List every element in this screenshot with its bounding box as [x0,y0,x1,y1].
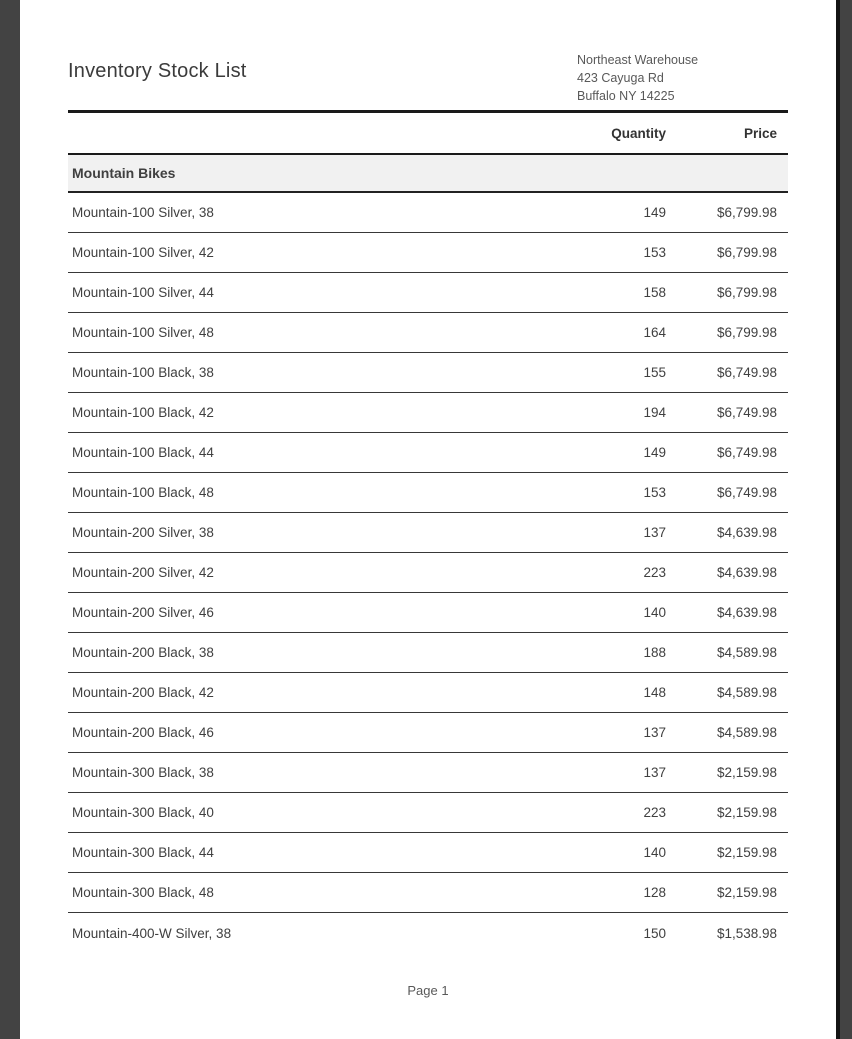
price-value: $4,639.98 [716,605,777,620]
price-value: $6,799.98 [716,205,777,220]
price-value: $2,159.98 [716,845,777,860]
table-row [68,553,788,593]
product-name: Mountain-300 Black, 38 [72,765,214,780]
price-value: $6,749.98 [716,405,777,420]
warehouse-city: Buffalo NY 14225 [577,89,675,103]
warehouse-street: 423 Cayuga Rd [577,71,664,85]
quantity-value: 164 [643,325,666,340]
report-page [20,0,840,1039]
column-header-quantity: Quantity [611,125,666,141]
table-row [68,353,788,393]
price-value: $4,589.98 [716,685,777,700]
quantity-value: 149 [643,205,666,220]
table-row [68,513,788,553]
table-column-headers [68,113,788,155]
price-value: $2,159.98 [716,885,777,900]
product-name: Mountain-200 Silver, 46 [72,605,214,620]
product-name: Mountain-200 Silver, 38 [72,525,214,540]
table-row [68,393,788,433]
product-name: Mountain-400-W Silver, 38 [72,925,232,941]
table-row [68,473,788,513]
column-header-price: Price [743,125,777,141]
table-row [68,753,788,793]
quantity-value: 137 [643,725,666,740]
price-value: $6,749.98 [716,365,777,380]
quantity-value: 140 [643,845,666,860]
product-name: Mountain-300 Black, 48 [72,885,214,900]
quantity-value: 137 [643,765,666,780]
price-value: $6,799.98 [716,245,777,260]
quantity-value: 153 [643,485,666,500]
table-row [68,793,788,833]
product-name: Mountain-100 Silver, 44 [72,285,214,300]
price-value: $4,639.98 [716,565,777,580]
section-header-label: Mountain Bikes [72,165,176,181]
price-value: $6,799.98 [716,285,777,300]
quantity-value: 194 [643,405,666,420]
product-name: Mountain-100 Black, 42 [72,405,214,420]
quantity-value: 188 [643,645,666,660]
quantity-value: 155 [643,365,666,380]
price-value: $2,159.98 [716,805,777,820]
price-value: $1,538.98 [716,925,777,941]
quantity-value: 140 [643,605,666,620]
table-row [68,233,788,273]
table-row [68,833,788,873]
price-value: $4,589.98 [716,725,777,740]
product-name: Mountain-200 Black, 42 [72,685,214,700]
table-row [68,633,788,673]
report-header [68,0,788,105]
price-value: $2,159.98 [716,765,777,780]
product-name: Mountain-100 Black, 48 [72,485,214,500]
product-name: Mountain-100 Silver, 38 [72,205,214,220]
page-title: Inventory Stock List [68,60,247,82]
table-row [68,193,788,233]
price-value: $4,589.98 [716,645,777,660]
price-value: $6,799.98 [716,325,777,340]
quantity-value: 153 [643,245,666,260]
product-name: Mountain-100 Black, 38 [72,365,214,380]
report-content [20,0,836,998]
quantity-value: 149 [643,445,666,460]
table-row [68,593,788,633]
table-body [68,193,788,953]
product-name: Mountain-100 Black, 44 [72,445,214,460]
table-row [68,313,788,353]
quantity-value: 223 [643,805,666,820]
price-value: $6,749.98 [716,485,777,500]
quantity-value: 128 [643,885,666,900]
page-number: Page 1 [407,983,449,998]
product-name: Mountain-200 Black, 46 [72,725,214,740]
table-row [68,713,788,753]
table-row [68,673,788,713]
quantity-value: 150 [643,925,666,941]
warehouse-name: Northeast Warehouse [577,53,699,67]
product-name: Mountain-100 Silver, 42 [72,245,214,260]
table-row [68,273,788,313]
section-header-mountain-bikes [68,155,788,193]
quantity-value: 148 [643,685,666,700]
product-name: Mountain-200 Black, 38 [72,645,214,660]
quantity-value: 223 [643,565,666,580]
product-name: Mountain-300 Black, 40 [72,805,214,820]
price-value: $4,639.98 [716,525,777,540]
table-row [68,913,788,953]
product-name: Mountain-100 Silver, 48 [72,325,214,340]
quantity-value: 158 [643,285,666,300]
product-name: Mountain-200 Silver, 42 [72,565,214,580]
quantity-value: 137 [643,525,666,540]
table-row [68,873,788,913]
product-name: Mountain-300 Black, 44 [72,845,214,860]
table-row [68,433,788,473]
price-value: $6,749.98 [716,445,777,460]
warehouse-address-block [577,51,788,105]
